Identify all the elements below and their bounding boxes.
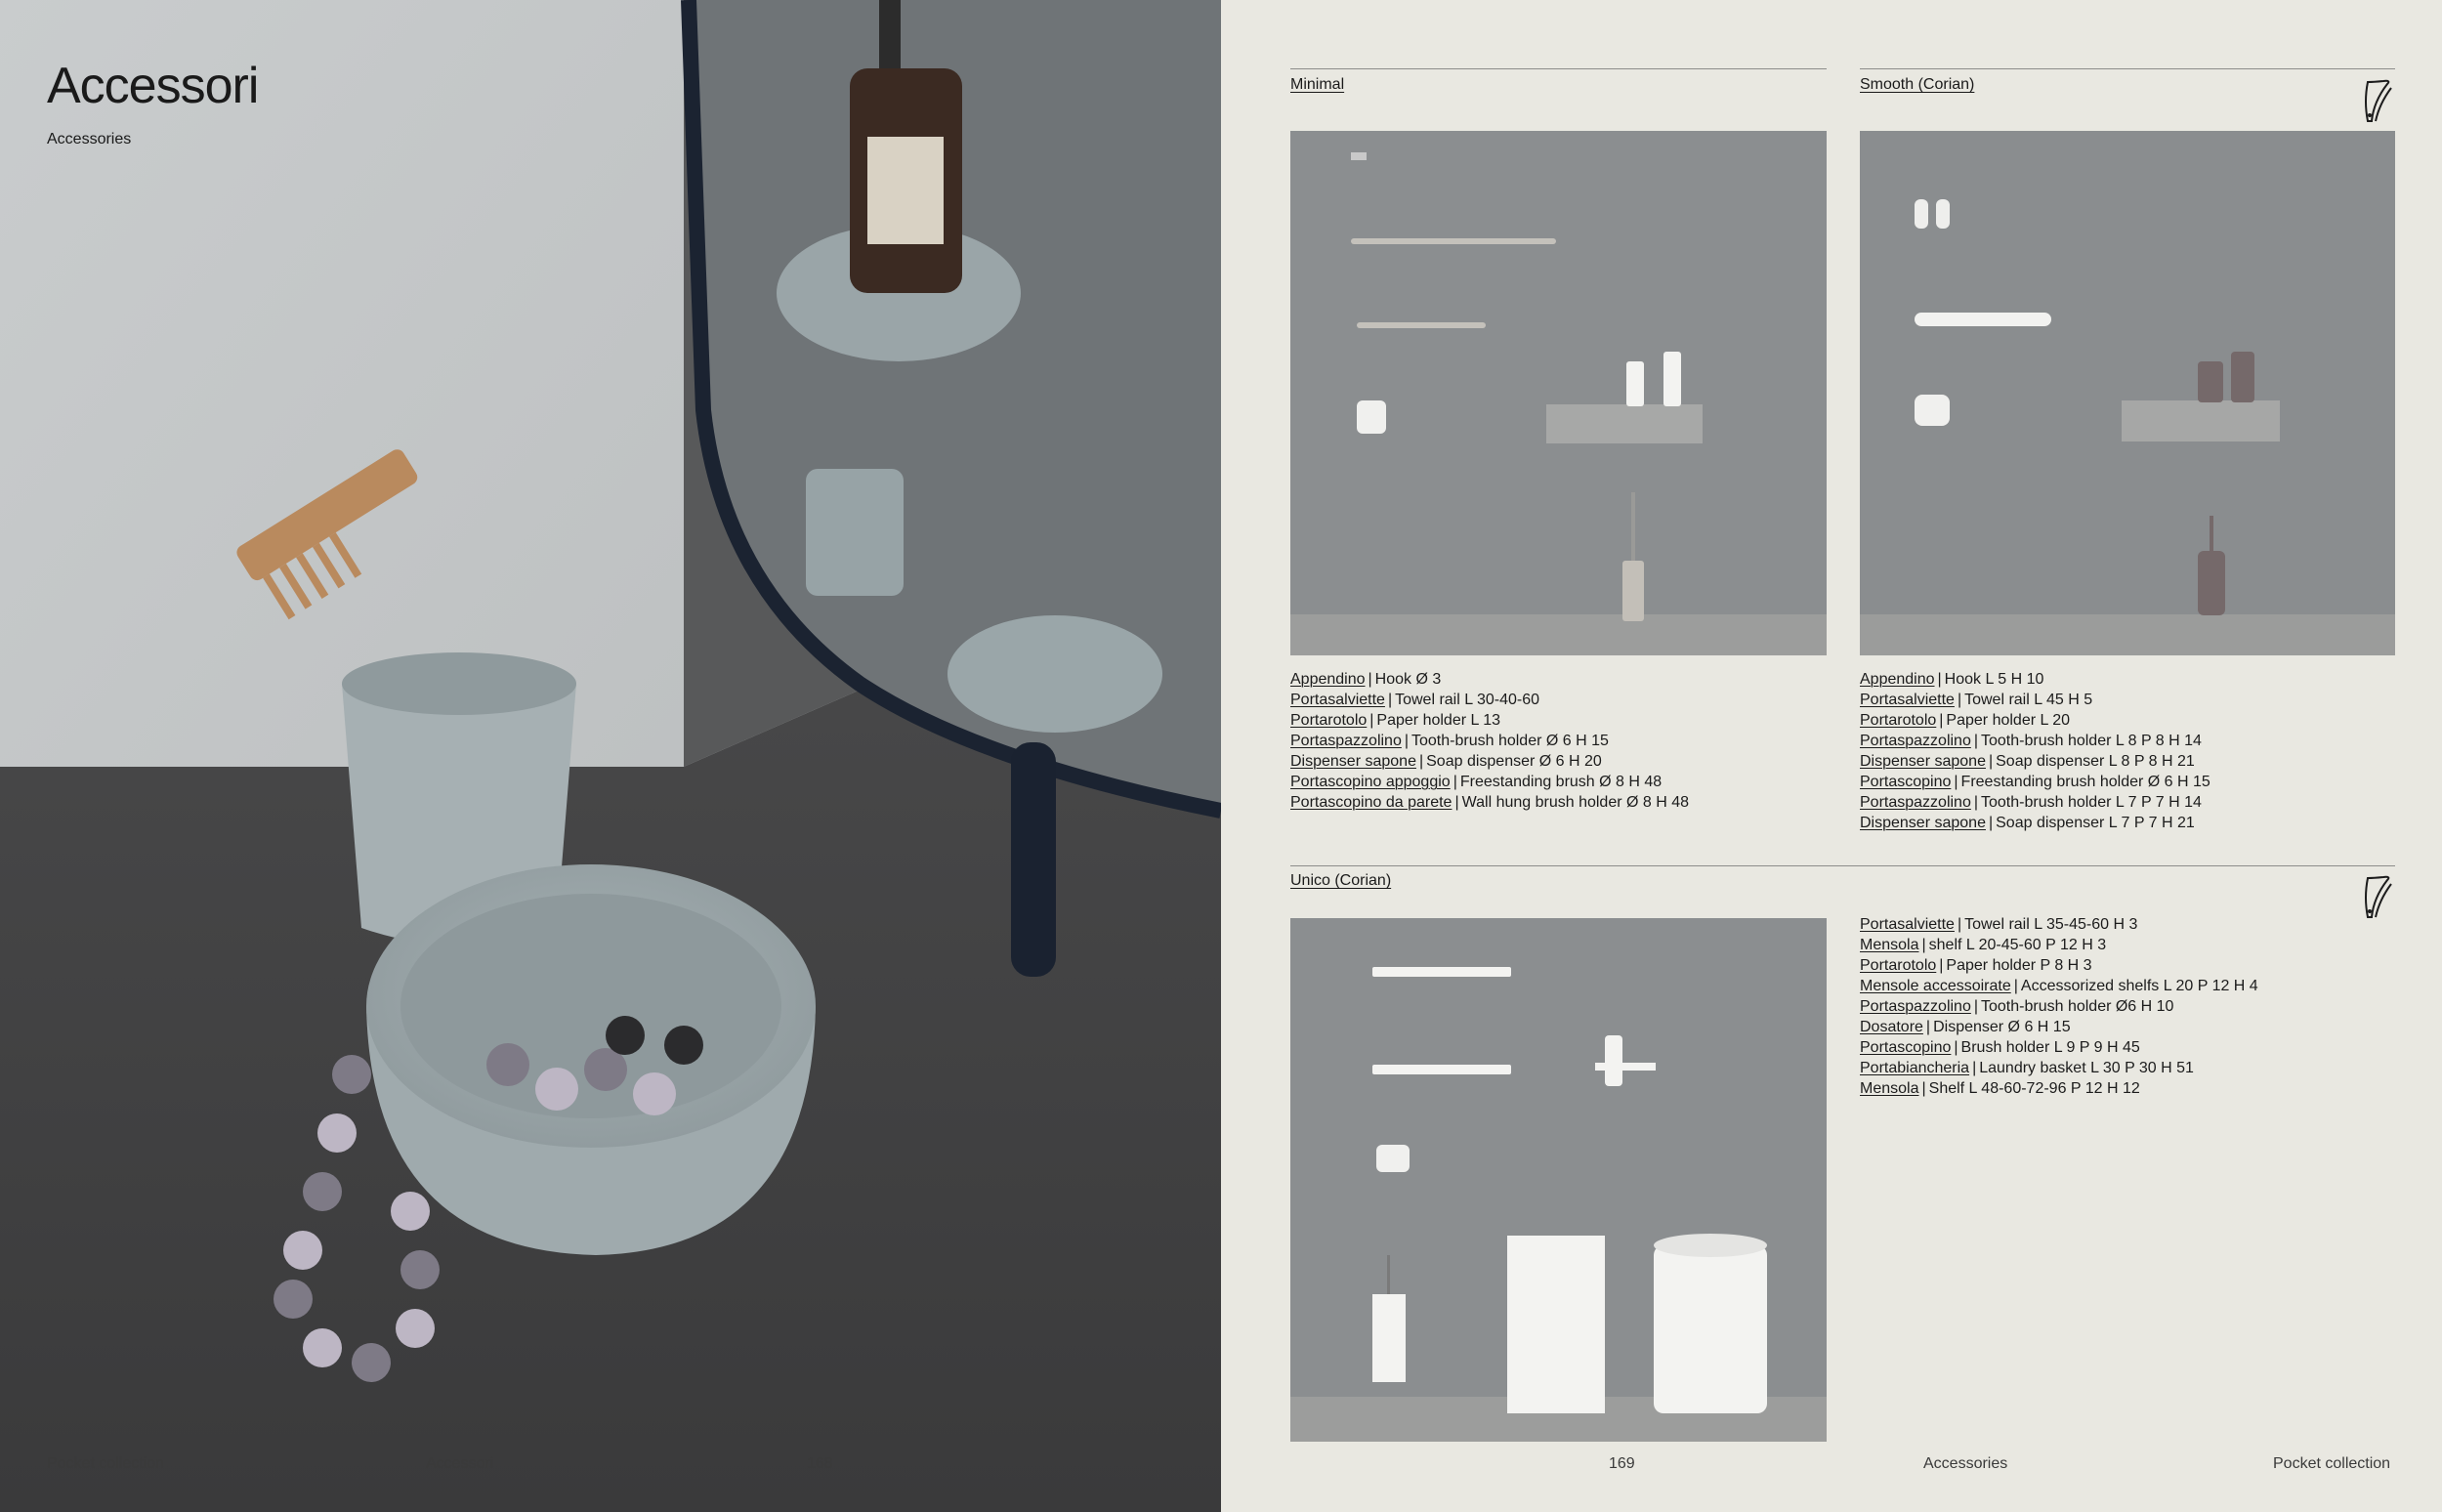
footer-section-left: Accessori <box>426 1455 494 1472</box>
list-item: Appendino | Hook L 5 H 10 <box>1860 671 2044 688</box>
list-item: Mensola | Shelf L 48-60-72-96 P 12 H 12 <box>1860 1080 2140 1097</box>
section-title-minimal: Minimal <box>1290 76 1345 93</box>
product-name[interactable]: Dispenser sapone <box>1290 753 1416 770</box>
product-name[interactable]: Mensole accessoirate <box>1860 978 2011 994</box>
product-desc: Freestanding brush Ø 8 H 48 <box>1459 774 1663 790</box>
product-name[interactable]: Portaspazzolino <box>1860 794 1971 811</box>
product-name[interactable]: Portasalviette <box>1860 916 1955 933</box>
list-item: Dispenser sapone | Soap dispenser L 8 P 8 H 21 <box>1860 753 2195 770</box>
spec-list-minimal <box>1290 669 1689 813</box>
list-item: Appendino | Hook Ø 3 <box>1290 671 1442 688</box>
product-name[interactable]: Portascopino da parete <box>1290 794 1453 811</box>
product-desc: Paper holder L 20 <box>1946 712 2071 729</box>
list-item: Portarotolo | Paper holder L 20 <box>1860 712 2071 729</box>
product-desc: Hook Ø 3 <box>1374 671 1442 688</box>
product-desc: Tooth-brush holder L 7 P 7 H 14 <box>1981 794 2202 811</box>
list-item: Dispenser sapone | Soap dispenser L 7 P 7 H 21 <box>1860 815 2195 831</box>
list-item: Portarotolo | Paper holder P 8 H 3 <box>1860 957 2092 974</box>
footer-page-left: 168 <box>807 1455 833 1472</box>
list-item: Portaspazzolino | Tooth-brush holder Ø6 H 10 <box>1860 998 2174 1015</box>
footer-brand-left: Pocket collection <box>47 1455 165 1472</box>
list-item: Portascopino | Brush holder L 9 P 9 H 45 <box>1860 1039 2140 1056</box>
product-desc: Tooth-brush holder Ø 6 H 15 <box>1411 733 1609 749</box>
list-item: Mensola | shelf L 20-45-60 P 12 H 3 <box>1860 937 2107 953</box>
list-item: Portascopino appoggio | Freestanding brush Ø 8 H 48 <box>1290 774 1663 790</box>
product-desc: Soap dispenser L 7 P 7 H 21 <box>1996 815 2195 831</box>
product-name[interactable]: Dispenser sapone <box>1860 815 1986 831</box>
product-desc: shelf L 20-45-60 P 12 H 3 <box>1928 937 2107 953</box>
list-item: Portaspazzolino | Tooth-brush holder L 7 P 7 H 14 <box>1860 794 2202 811</box>
right-page <box>1221 0 2442 1512</box>
product-name[interactable]: Mensola <box>1860 1080 1919 1097</box>
list-item: Portabiancheria | Laundry basket L 30 P 30 H 51 <box>1860 1060 2194 1076</box>
section-title-unico: Unico (Corian) <box>1290 872 1392 889</box>
product-desc: Tooth-brush holder Ø6 H 10 <box>1981 998 2174 1015</box>
list-item: Portasalviette | Towel rail L 45 H 5 <box>1860 692 2093 708</box>
product-photo-minimal <box>1290 131 1827 655</box>
product-name[interactable]: Portasalviette <box>1860 692 1955 708</box>
product-desc: Hook L 5 H 10 <box>1944 671 2044 688</box>
product-desc: Towel rail L 30-40-60 <box>1395 692 1540 708</box>
list-item: Dispenser sapone | Soap dispenser Ø 6 H 20 <box>1290 753 1602 770</box>
product-name[interactable]: Portaspazzolino <box>1860 998 1971 1015</box>
product-name[interactable]: Dispenser sapone <box>1860 753 1986 770</box>
product-name[interactable]: Portasalviette <box>1290 692 1385 708</box>
product-desc: Towel rail L 35-45-60 H 3 <box>1964 916 2138 933</box>
list-item: Portasalviette | Towel rail L 30-40-60 <box>1290 692 1540 708</box>
product-name[interactable]: Dosatore <box>1860 1019 1923 1035</box>
list-item: Portascopino da parete | Wall hung brush holder Ø 8 H 48 <box>1290 794 1690 811</box>
list-item: Portasalviette | Towel rail L 35-45-60 H 3 <box>1860 916 2138 933</box>
product-name[interactable]: Portascopino <box>1860 1039 1952 1056</box>
product-desc: Soap dispenser Ø 6 H 20 <box>1426 753 1602 770</box>
product-name[interactable]: Portaspazzolino <box>1290 733 1402 749</box>
spec-list-smooth <box>1860 669 2210 833</box>
list-item: Portarotolo | Paper holder L 13 <box>1290 712 1501 729</box>
footer-brand-right: Pocket collection <box>2273 1455 2391 1472</box>
product-desc: Dispenser Ø 6 H 15 <box>1933 1019 2071 1035</box>
product-desc: Soap dispenser L 8 P 8 H 21 <box>1996 753 2195 770</box>
corian-material-icon <box>2362 874 2395 921</box>
product-name[interactable]: Portabiancheria <box>1860 1060 1970 1076</box>
section-rule-smooth <box>1860 68 2395 69</box>
section-title-smooth: Smooth (Corian) <box>1860 76 1975 93</box>
product-desc: Wall hung brush holder Ø 8 H 48 <box>1461 794 1690 811</box>
product-desc: Paper holder P 8 H 3 <box>1946 957 2092 974</box>
section-rule-unico <box>1290 865 2395 866</box>
product-name[interactable]: Portarotolo <box>1860 712 1937 729</box>
list-item: Portascopino | Freestanding brush holder Ø 6 H 15 <box>1860 774 2210 790</box>
page-subtitle: Accessories <box>47 131 132 147</box>
section-rule-minimal <box>1290 68 1827 69</box>
product-name[interactable]: Portascopino appoggio <box>1290 774 1451 790</box>
product-photo-unico <box>1290 918 1827 1442</box>
product-name[interactable]: Portarotolo <box>1860 957 1937 974</box>
footer-page-right: 169 <box>1609 1455 1635 1472</box>
product-desc: Towel rail L 45 H 5 <box>1964 692 2093 708</box>
product-name[interactable]: Mensola <box>1860 937 1919 953</box>
footer-section-right: Accessories <box>1923 1455 2008 1472</box>
product-desc: Brush holder L 9 P 9 H 45 <box>1960 1039 2140 1056</box>
product-name[interactable]: Appendino <box>1290 671 1366 688</box>
product-name[interactable]: Portascopino <box>1860 774 1952 790</box>
product-desc: Tooth-brush holder L 8 P 8 H 14 <box>1981 733 2202 749</box>
list-item: Portaspazzolino | Tooth-brush holder L 8 P 8 H 14 <box>1860 733 2202 749</box>
product-desc: Shelf L 48-60-72-96 P 12 H 12 <box>1928 1080 2140 1097</box>
product-name[interactable]: Portaspazzolino <box>1860 733 1971 749</box>
list-item: Dosatore | Dispenser Ø 6 H 15 <box>1860 1019 2071 1035</box>
product-name[interactable]: Portarotolo <box>1290 712 1368 729</box>
product-desc: Laundry basket L 30 P 30 H 51 <box>1979 1060 2194 1076</box>
product-desc: Paper holder L 13 <box>1376 712 1501 729</box>
corian-material-icon <box>2362 78 2395 125</box>
list-item: Mensole accessoirate | Accessorized shelfs L 20 P 12 H 4 <box>1860 978 2258 994</box>
product-desc: Freestanding brush holder Ø 6 H 15 <box>1960 774 2210 790</box>
product-desc: Accessorized shelfs L 20 P 12 H 4 <box>2020 978 2258 994</box>
page-title: Accessori <box>47 58 259 114</box>
product-photo-smooth <box>1860 131 2395 655</box>
spec-list-unico <box>1860 914 2258 1099</box>
product-name[interactable]: Appendino <box>1860 671 1935 688</box>
list-item: Portaspazzolino | Tooth-brush holder Ø 6 H 15 <box>1290 733 1609 749</box>
